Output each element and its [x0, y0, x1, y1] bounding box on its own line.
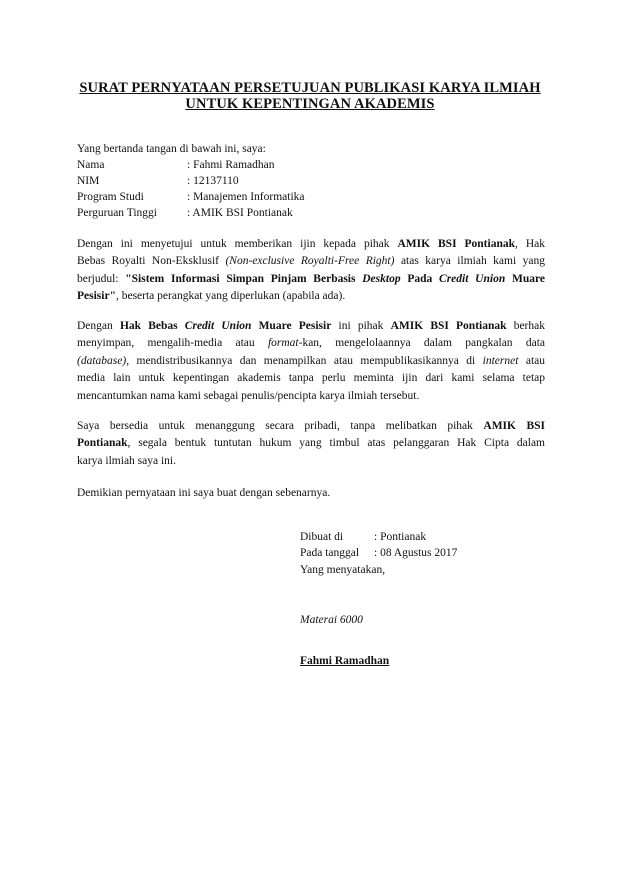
paragraph-line: media lain untuk kepentingan akademis tanpa perlu meminta ijin dari kami selama tetap — [77, 372, 545, 385]
document-title-line-1: SURAT PERNYATAAN PERSETUJUAN PUBLIKASI KARYA ILMIAH — [79, 80, 541, 96]
paragraph-line: (database), mendistribusikannya dan menampilkan atau mempublikasikannya di internet atau — [77, 354, 545, 367]
document-title-line-2: UNTUK KEPENTINGAN AKADEMIS — [185, 96, 435, 112]
university-value: : AMIK BSI Pontianak — [187, 207, 293, 219]
study-program-label: Program Studi — [77, 191, 144, 203]
place-value: : Pontianak — [374, 531, 427, 543]
paragraph-rights — [77, 318, 545, 405]
nim-value: : 12137110 — [187, 175, 239, 187]
paragraph-line: Dengan Hak Bebas Credit Union Muare Pesisir ini pihak AMIK BSI Pontianak berhak — [77, 320, 545, 332]
study-program-value: : Manajemen Informatika — [187, 191, 305, 203]
paragraph-line: Bebas Royalti Non-Eksklusif (Non-exclusive Royalti-Free Right) atas karya ilmiah kami yang — [77, 255, 545, 268]
paragraph-consent — [77, 236, 545, 306]
stamp-placeholder: Materai 6000 — [300, 614, 363, 626]
name-value: : Fahmi Ramadhan — [187, 159, 275, 171]
declarer-label: Yang menyatakan, — [300, 564, 386, 576]
paragraph-liability — [77, 418, 545, 470]
paragraph-line: karya ilmiah saya ini. — [77, 454, 176, 467]
paragraph-line: mencantumkan nama kami sebagai penulis/pencipta karya ilmiah tersebut. — [77, 389, 420, 402]
date-value: : 08 Agustus 2017 — [374, 547, 458, 559]
paragraph-line: Pontianak, segala bentuk tuntutan hukum yang timbul atas pelanggaran Hak Cipta dalam — [77, 437, 545, 450]
place-label: Dibuat di — [300, 531, 344, 543]
paragraph-line: Dengan ini menyetujui untuk memberikan ijin kepada pihak AMIK BSI Pontianak, Hak — [77, 238, 545, 250]
paragraph-line: berjudul: "Sistem Informasi Simpan Pinjam Berbasis Desktop Pada Credit Union Muare — [77, 272, 545, 285]
name-label: Nama — [77, 159, 105, 171]
signer-name: Fahmi Ramadhan — [300, 655, 390, 667]
date-label: Pada tanggal — [300, 547, 360, 559]
paragraph-line: Saya bersedia untuk menanggung secara pribadi, tanpa melibatkan pihak AMIK BSI — [77, 420, 546, 432]
closing-statement: Demikian pernyataan ini saya buat dengan sebenarnya. — [77, 487, 331, 499]
university-label: Perguruan Tinggi — [77, 207, 157, 219]
paragraph-line: Pesisir", beserta perangkat yang diperlukan (apabila ada). — [77, 290, 346, 303]
nim-label: NIM — [77, 175, 100, 187]
paragraph-line: menyimpan, mengalih-media atau format-kan, mengelolaannya dalam pangkalan data — [77, 337, 545, 350]
intro-text: Yang bertanda tangan di bawah ini, saya: — [77, 143, 266, 155]
